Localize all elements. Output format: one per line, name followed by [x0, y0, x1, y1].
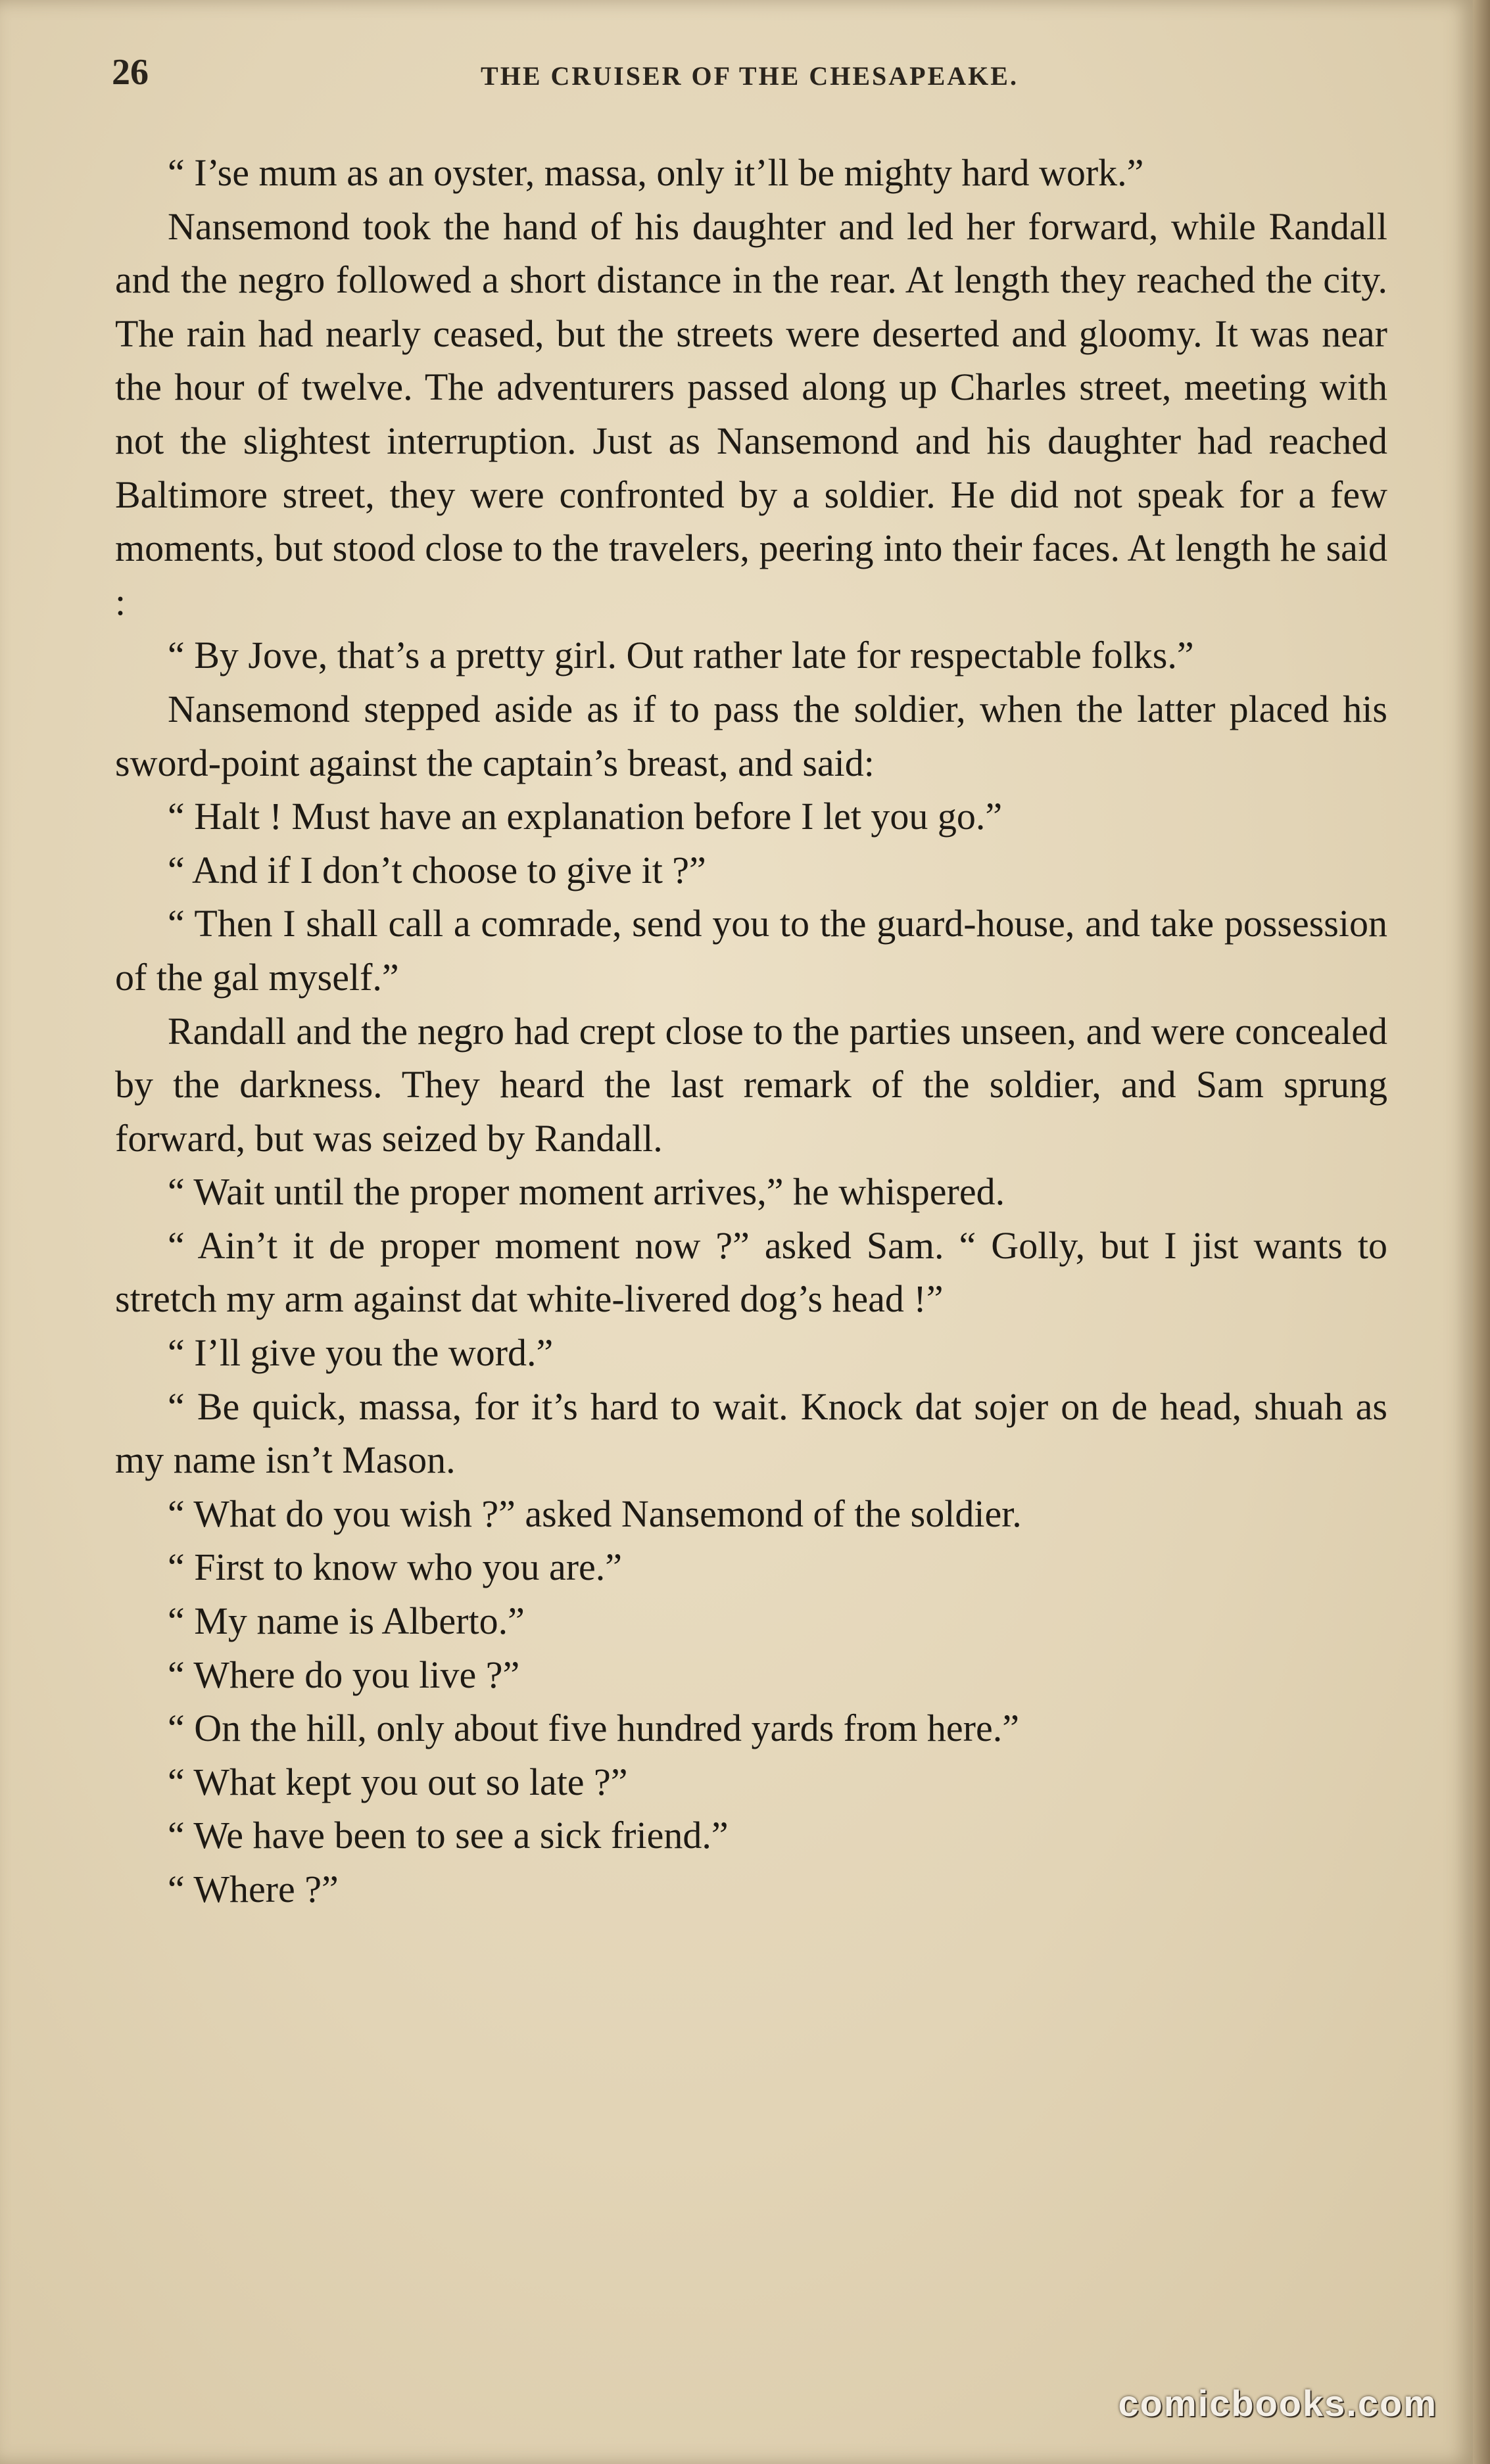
paragraph: “ I’ll give you the word.”: [168, 1331, 554, 1375]
paragraph: “ I’se mum as an oyster, massa, only it’ll be mighty hard work.”: [168, 151, 1144, 194]
page-number: 26: [112, 52, 149, 93]
paragraph: “ And if I don’t choose to give it ?”: [168, 848, 706, 891]
body-text: [115, 146, 1387, 1916]
paragraph: “ Then I shall call a comrade, send you to the guard-house, and take possession of the gal myself.”: [115, 902, 1387, 999]
paragraph: “ On the hill, only about five hundred yards from here.”: [168, 1707, 1019, 1750]
paragraph: “ Be quick, massa, for it’s hard to wait. Knock dat sojer on de head, shuah as my name isn’t Mason.: [115, 1385, 1387, 1482]
paragraph: “ Wait until the proper moment arrives,” he whispered.: [168, 1170, 1005, 1214]
paragraph: Nansemond took the hand of his daughter and led her forward, while Randall and the negro followed a short distance in the rear. At length they reached the city. The rain had nearly ceased, but the streets were deserted and gloomy. It was near the hour of twelve. The adventurers passed along up Charles street, meeting with not the slightest interruption. Just as Nansemond and his daughter had reached Baltimore street, they were confronted by a soldier. He did not speak for a few moments, but stood close to the travelers, peering into their faces. At length he said :: [115, 204, 1387, 623]
paragraph: “ Ain’t it de proper moment now ?” asked Sam. “ Golly, but I jist wants to stretch my arm against dat white-livered dog’s head !”: [115, 1223, 1387, 1321]
paragraph: “ My name is Alberto.”: [168, 1599, 525, 1643]
running-title: THE CRUISER OF THE CHESAPEAKE.: [481, 61, 1019, 91]
paragraph: Nansemond stepped aside as if to pass the soldier, when the latter placed his sword-point against the captain’s breast, and said:: [115, 687, 1387, 784]
paragraph: “ First to know who you are.”: [168, 1546, 623, 1589]
paragraph: “ What do you wish ?” asked Nansemond of the soldier.: [168, 1492, 1022, 1535]
page-header: [112, 51, 1387, 110]
paragraph: “ We have been to see a sick friend.”: [168, 1814, 729, 1857]
paragraph: Randall and the negro had crept close to the parties unseen, and were concealed by the darkness. They heard the last remark of the soldier, and Sam sprung forward, but was seized by Randall.: [115, 1009, 1387, 1160]
watermark: comicbooks.com: [1118, 2382, 1437, 2424]
paragraph: “ Halt ! Must have an explanation before I let you go.”: [168, 795, 1003, 838]
page-edge: [1473, 0, 1490, 2464]
paragraph: “ Where ?”: [168, 1868, 339, 1910]
paragraph: “ By Jove, that’s a pretty girl. Out rather late for respectable folks.”: [168, 634, 1194, 677]
paragraph: “ What kept you out so late ?”: [168, 1760, 628, 1803]
paragraph: “ Where do you live ?”: [168, 1653, 520, 1696]
